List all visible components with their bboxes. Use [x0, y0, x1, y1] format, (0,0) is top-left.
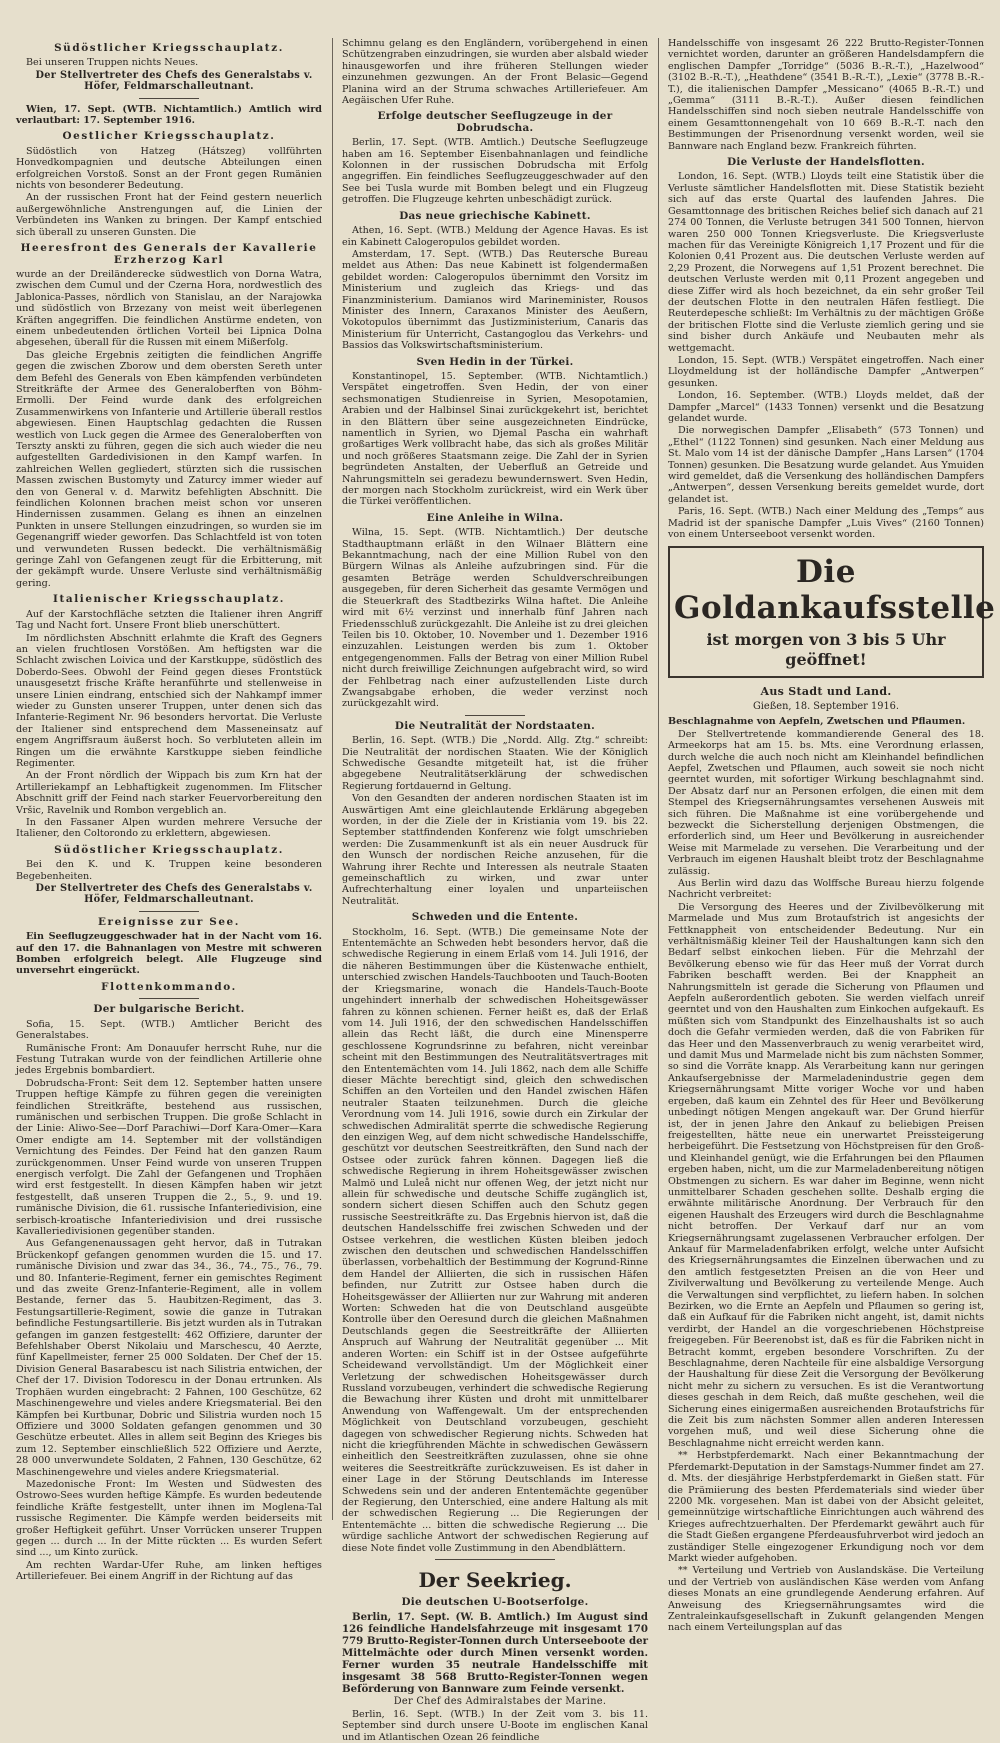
paragraph: Konstantinopel, 15. September. (WTB. Nichtamtlich.) Verspätet eingetroffen. Sven Hedin, der von einer sechsmonatigen Studienreise in Syrien, Mesopotamien, Arabien und der Halbinsel Sinai zurückgekehrt ist, berichtet in den Blättern über seine ausgezeichneten Eindrücke, namentlich in Syrien, wo Djemal Pascha ein wahrhaft großartiges Werk vollbracht habe, das sich als großes Militär und noch größeres Staatsmann zeige. Die Zahl der in Syrien begründeten Anstalten, der Ueberfluß an Getreide und Nahrungsmitteln sei geradezu bewundernswert. Sven Hedin, der morgen nach Stockholm zurückreist, wird ein Werk über die Türkei veröffentlichen. [342, 370, 648, 508]
heading-seaplanes: Erfolge deutscher Seeflugzeuge in der Dobrudscha. [377, 110, 613, 134]
dateline-wien: Wien, 17. Sept. (WTB. Nichtamtlich.) Amtlich wird verlautbart: 17. September 1916. [16, 103, 322, 127]
heading-seekrieg: Der Seekrieg. [418, 1568, 572, 1592]
heading-southeast-1: Südöstlicher Kriegsschauplatz. [54, 42, 284, 54]
heading-wilna-loan: Eine Anleihe in Wilna. [426, 511, 564, 524]
paragraph: Im nördlichsten Abschnitt erlahmte die Kraft des Gegners an vielen fruchtlosen Vorstößen. Am heftigsten war die Schlacht zwischen Loivica und der Karstkuppe, südöstlich des Doberdo-Sees. Obwohl der Feind gegen dieses Frontstück unausgesetzt frische Kräfte heranführte und stellenweise in unsere Linien eindrang, entschied sich der Nahkampf immer wieder zu Gunsten unserer Truppen, unter denen sich das Infanterie-Regiment Nr. 96 besonders hervortat. Die Verluste der Italiener sind entsprechend dem Masseneinsatz auf engem Angriffsraum äußerst hoch. So verbluteten allein im Ringen um die erwähnte Karstkuppe sieben feindliche Regimenter. [16, 632, 322, 769]
paragraph: Schimnu gelang es den Engländern, vorübergehend in einen Schützengraben einzudringen, sie wurden aber alsbald wieder hinausgeworfen und ihre früheren Stellungen wieder einzunehmen gezwungen. An der Front Belasic—Gegend Planina wird an der Struma schwaches Artilleriefeuer. Am Aegäischen Ufer Ruhe. [342, 38, 648, 107]
paragraph: Auf der Karstochfläche setzten die Italiener ihren Angriff Tag und Nacht fort. Unsere Front blieb unerschüttert. [16, 608, 322, 632]
gold-office-advertisement [668, 546, 996, 678]
heading-fleet: Flottenkommando. [101, 980, 237, 993]
signature: Der Chef des Admiralstabes der Marine. [393, 1696, 607, 1708]
paragraph: Bei unseren Truppen nichts Neues. [26, 57, 199, 69]
heading-confiscation: Beschlagnahme von Aepfeln, Zwetschen und Pflaumen. [668, 716, 966, 728]
paragraph: Athen, 16. Sept. (WTB.) Meldung der Agence Havas. Es ist ein Kabinett Calogeropulos gebildet worden. [342, 225, 648, 248]
paragraph: Bei den K. und K. Truppen keine besonderen Begebenheiten. [16, 859, 322, 882]
paragraph: An der russischen Front hat der Feind gestern neuerlich außergewöhnliche Anstrengungen auf, die Linien der Verbündeten ins Wanken zu bringen. Der Kampf entschied sich überall zu unseren Gunsten. Die [16, 192, 322, 238]
column-3 [658, 38, 996, 1634]
heading-sea: Ereignisse zur See. [98, 915, 240, 928]
paragraph: Südöstlich von Hatzeg (Hátszeg) vollführten Honvedkompagnien und deutsche Abteilungen einen erfolgreichen Vorstoß. Sonst an der Front gegen Rumänien nichts von besonderer Bedeutung. [16, 145, 322, 192]
paragraph: Berlin, 16. Sept. (WTB.) In der Zeit vom 3. bis 11. September sind durch unsere U-Boote im englischen Kanal und im Atlantischen Ozean 26 feindliche [342, 1708, 648, 1743]
paragraph: London, 16. Sept. (WTB.) Lloyds teilt eine Statistik über die Verluste sämtlicher Handelsflotten mit. Diese Statistik bezieht sich auf das erste Quartal des laufenden Jahres. Die Gesamttonnage des britischen Reiches belief sich danach auf 21 274 00 Tonnen, die Verluste betrugen 341 500 Tonnen, hiervon waren 250 000 Tonnen Kriegsverluste. Die Kriegsverluste machen für das Vereinigte Königreich 1,17 Prozent und für die Kolonien 0,41 Prozent aus. Die deutschen Verluste werden auf 2,29 Prozent, die Norwegens auf 1,51 Prozent berechnet. Die deutschen Verluste werden mit 0,11 Prozent angegeben und diese Ziffer wird als hoch bezeichnet, da ein sehr großer Teil der deutschen Flotte in den neutralen Häfen festliegt. Die Reuterdepesche schließt: Im Verhältnis zu der mächtigen Größe der britischen Flotte sind die Verluste ziemlich gering und sie sind bisher durch Ankäufe und Neubauten mehr als wettgemacht. [668, 171, 984, 354]
heading-stadt-land: Aus Stadt und Land. [760, 685, 892, 699]
paragraph: London, 16. September. (WTB.) Lloyds meldet, daß der Dampfer „Marcel“ (1433 Tonnen) versenkt und die Besatzung gelandet wurde. [668, 390, 984, 424]
paragraph: Wilna, 15. Sept. (WTB. Nichtamtlich.) Der deutsche Stadthauptmann erläßt in den Wilnaer Blättern eine Bekanntmachung, nach der eine Million Rubel von den Bürgern Wilnas als Anleihe aufzubringen sind. Für die gesamten Beträge werden Schuldverschreibungen ausgegeben, für deren Sicherheit das gesamte Vermögen und die Steuerkraft des Stadtbezirks Wilna haftet. Die Anleihe wird mit 6½ verzinst und innerhalb fünf Jahren nach Friedensschluß zurückgezahlt. Die Anleihe ist zu drei gleichen Teilen bis 10. Oktober, 10. November und 1. Dezember 1916 einzuzahlen. Leistungen werden bis zum 1. Oktober entgegengenommen. Falls der Betrag von einer Million Rubel nicht durch freiwillige Zeichnungen aufgebracht wird, so wird der Fehlbetrag nach einer aufzustellenden Liste durch Zwangsabgabe erhoben, die weder verzinst noch zurückgezahlt wird. [342, 527, 648, 710]
heading-sven-hedin: Sven Hedin in der Türkei. [416, 355, 574, 368]
paragraph: Rumänische Front: Am Donauufer herrscht Ruhe, nur die Festung Tutrakan wurde von der feindlichen Artillerie ohne jedes Ergebnis bombardiert. [16, 1042, 322, 1077]
paragraph: Amsterdam, 17. Sept. (WTB.) Das Reutersche Bureau meldet aus Athen: Das neue Kabinett ist folgendermaßen gebildet worden: Calogeropulos übernimmt den Vorsitz im Ministerium und zugleich das Kriegs- und das Finanzministerium. Damianos wird Marineminister, Rousos Minister des Innern, Caraxanos Minister des Aeußern, Vokotopulos übernimmt das Justizministerium, Canaris das Ministerium für Unterricht, Castangoglou das Verkehrs- und Bassios das Volkswirtschaftsministerium. [342, 248, 648, 352]
heading-southeast-2: Südöstlicher Kriegsschauplatz. [54, 843, 284, 856]
divider [435, 1559, 555, 1560]
paragraph: Aus Berlin wird dazu das Wolffsche Bureau hierzu folgende Nachricht verbreitet: [668, 877, 984, 901]
divider [465, 715, 525, 716]
paragraph: Handelsschiffe von insgesamt 26 222 Brutto-Register-Tonnen vernichtet worden, darunter an größeren Handelsdampfern die englischen Dampfer „Torridge“ (5036 B.-R.-T.), „Hazelwood“ (3102 B.-R.-T.), „Heathdene“ (3541 B.-R.-T.), „Lexie“ (3778 B.-R.-T.), die italienischen Dampfer „Messicano“ (4065 B.-R.-T.) und „Gemma“ (3111 B.-R.-T.). Außer diesen feindlichen Handelsschiffen sind noch sieben neutrale Handelsschiffe von einem Gesamttonnengehalt von 10 669 B.-R.-T. nach den Bestimmungen der Prisenordnung versenkt worden, weil sie Bannware nach England bezw. Frankreich führten. [668, 38, 984, 152]
ad-title: Die Goldankaufsstelle [674, 554, 996, 627]
heading-neutrality: Die Neutralität der Nordstaaten. [394, 719, 596, 732]
paragraph: Das gleiche Ergebnis zeitigten die feindlichen Angriffe gegen die zwischen Zborow und dem obersten Sereth unter dem Befehl des Generals von Eben kämpfenden verbündeten Streitkräfte der Armee des Generaloberften von Böhm-Ermolli. Der Feind wurde dank des erfolgreichen Zusammenwirkens von Infanterie und Artillerie überall restlos abgewiesen. Einen Hauptschlag gedachten die Russen westlich von Luck gegen die Armee des Generaloberften von Terszty anskti zu führen, gegen die sich auch wieder die neu aufgestellten Gardedivisionen in den Kampf warfen. In zahlreichen Wellen gegliedert, stürzten sich die russischen Massen zwischen Bustomyty und Zaturcy immer wieder auf den von General v. d. Marwitz befehligten Abschnitt. Die feindlichen Kolonnen brachen meist schon vor unseren Hindernissen zusammen. Gelang es ihnen an einzelnen Punkten in unsere Stellungen einzudringen, so wurden sie im Gegenangriff wieder geworfen. Das Schlachtfeld ist von toten und verwundeten Russen bedeckt. Die verhältnismäßig geringe Zahl von Gefangenen zeugt für die Erbitterung, mit der gekämpft wurde. Unsere Verluste sind verhältnismäßig gering. [16, 349, 322, 589]
paragraph: wurde an der Dreiländerecke südwestlich von Dorna Watra, zwischen dem Cumul und der Czerna Hora, nordwestlich des Jablonica-Passes, nördlich von Stanislau, an der Narajowka und südöstlich von Brzezany von meist weit überlegenen Kräften angegriffen. Die feindlichen Anstürme endeten, von einem unbedeutenden örtlichen Vorteil bei Lipnica Dolna abgesehen, überall für die Russen mit einem Mißerfolg. [16, 268, 322, 349]
heading-greek-cabinet: Das neue griechische Kabinett. [399, 209, 591, 222]
paragraph: Berlin, 17. Sept. (WTB. Amtlich.) Deutsche Seeflugzeuge haben am 16. September Eisenbahnanlagen und feindliche Kolonnen in der russischen Dobrudscha mit Erfolg angegriffen. Ein feindliches Seeflugzeuggeschwader auf den See bei Tusla wurde mit Bomben belegt und ein Flugzeug getroffen. Die Flugzeuge kehrten unbeschädigt zurück. [342, 137, 648, 206]
ad-subtitle: ist morgen von 3 bis 5 Uhr geöffnet! [706, 630, 946, 670]
dateline-giessen: Gießen, 18. September 1916. [752, 700, 900, 712]
paragraph: Von den Gesandten der anderen nordischen Staaten ist im Auswärtigen Amt eine gleichlautende Erklärung abgegeben worden, in der die Ziele der in Kristiania vom 19. bis 22. September stattfindenden Konferenz wie folgt umschrieben werden: Die Zusammenkunft ist als ein neuer Ausdruck für den Wunsch der nordischen Reiche anzusehen, für die Wahrung ihrer Rechte und Interessen als neutrale Staaten gemeinschaftlich zu wirken, und zwar unter Aufrechterhaltung einer loyalen und unparteiischen Neutralität. [342, 793, 648, 907]
paragraph: Der Stellvertretende kommandierende General des 18. Armeekorps hat am 15. bs. Mts. eine Verordnung erlassen, durch welche die auch noch nicht am Kleinhandel befindlichen Aepfel, Zwetschen und Pflaumen, auch soweit sie noch nicht geerntet wurden, mit sofortiger Wirkung beschlagnahmt sind. Der Absatz darf nur an Personen erfolgen, die einen mit dem Stempel des Kriegsernährungsamtes versehenen Ausweis mit sich führen. Die Maßnahme ist eine vorübergehende und bezweckt die Sicherstellung derjenigen Obstmengen, die erforderlich sind, um Heer und Bevölkerung in ausreichender Weise mit Marmelade zu versehen. Die Verarbeitung und der Verbrauch im eigenen Haushalt bleibt trotz der Beschlagnahme zulässig. [668, 728, 984, 877]
column-1 [16, 38, 322, 1583]
paragraph: Die norwegischen Dampfer „Elisabeth“ (573 Tonnen) und „Ethel“ (1122 Tonnen) sind gesunken. Nach einer Meldung aus St. Malo vom 14 ist der dänische Dampfer „Hans Larsen“ (1704 Tonnen) gesunken. Die Besatzung wurde gelandet. Aus Ymuiden wird gemeldet, daß die Versenkung des holländischen Dampfers „Antwerpen“, dessen Versenkung bereits gemeldet wurde, dort gelandet ist. [668, 425, 984, 505]
divider [139, 998, 199, 999]
paragraph: Berlin, 16. Sept. (WTB.) Die „Nordd. Allg. Ztg.“ schreibt: Die Neutralität der nordischen Staaten. Wie der Königlich Schwedische Gesandte mitgeteilt hat, ist die früher abgegebene Neutralitätserklärung der schwedischen Regierung fortdauernd in Geltung. [342, 735, 648, 792]
paragraph: An der Front nördlich der Wippach bis zum Krn hat der Artilleriekampf an Lebhaftigkeit zugenommen. Im Flitscher Abschnitt griff der Feind nach starker Feuervorbereitung den Vršic, Ravelnik und Rombon vergeblich an. [16, 770, 322, 816]
heading-bulgarian: Der bulgarische Bericht. [93, 1003, 245, 1016]
signature: Der Stellvertreter des Chefs des Generalstabs v. Höfer, Feldmarschalleutnant. [35, 69, 313, 93]
column-2 [332, 38, 648, 1743]
paragraph: Die Versorgung des Heeres und der Zivilbevölkerung mit Marmelade und Mus zum Brotaufstrich ist angesichts der Fettknappheit von entscheidender Bedeutung. Nur ein verhältnismäßig kleiner Teil der Haushaltungen kann sich den Bedarf selbst einkochen lieben. Für die Mehrzahl der Bevölkerung ebenso wie für das Heer muß der Vorrat durch Fabriken beschafft werden. Bei der Knappheit an Nahrungsmitteln ist gerade die Sicherung von Pflaumen und Aepfeln außerordentlich geboten. Sie werden vielfach unreif geerntet und von den Haushalten zum Einkochen aufgekauft. Es müßten sich vom Standpunkt des Einzelhaushalts ist so auch doch die Gefahr vermieden werden, daß die von Fabriken für das Heer und den Massenverbrauch zu wenig verarbeitet wird, und damit Mus und Marmelade nicht bis zum nächsten Sommer, so sind die Vorräte knapp. Als Verarbeitung kann nur geringen Ankaufsergebnisse der Marmeladenindustrie gegen dem Kriegsernährungsamt Mitte voriger Woche vor und haben ergeben, daß kaum ein Zehntel des für Heer und Bevölkerung unbedingt nötigen Mengen angekauft war. Der Grund hierfür ist, der in jenen Jahre den Ankauf zu beliebigen Preisen freigestellten, hätte neue ein unerwartet Preissteigerung herbeigeführt. Die Festsetzung von Höchstpreisen für den Groß- und Kleinhandel genügt, wie die Erfahrungen bei den Pflaumen ergeben haben, nicht, um die zur Marmeladenbereitung nötigen Obstmengen zu sichern. Es war daher im Beginne, wenn nicht unmittelbarer Schaden geschehen sollte. Deshalb erging die erwähnte militärische Anordnung. Der Verbrauch für den eigenen Haushalt des Erzeugers wird durch die Beschlagnahme nicht betroffen. Der Verkauf darf nur an vom Kriegsernährungsamt zugelassenen Verbraucher erfolgen. Der Ankauf für Marmeladenfabriken erfolgt, welche unter Aufsicht des Kriegsernährungsamtes die Einzelnen überwachen und zu den amtlich festgesetzten Preisen an die von Heer und Zivilverwaltung und Bevölkerung zu verteilende Menge. Auch die Verwaltungen sind verpflichtet, zu liefern haben. In solchen Bezirken, wo die Ernte an Aepfeln und Pflaumen so gering ist, daß ein Aufkauf für die Fabriken nicht angeht, ist, damit nichts verdirbt, der Handel an die vorgeschriebenen Höchstpreise freigegeben. Für Beerenobst ist, daß es für die Fabriken nicht in Betracht kommt, ergeben besondere Vorschriften. Zu der Beschlagnahme, deren Nachteile für eine alsbaldige Versorgung der Haushaltung für diese Zeit die Versorgung der Bevölkerung nicht mehr zu sichern zu versuchen. Es ist die Verantwortung dieses geschah in dem Reich, daß mußte geschehen, weil die Sicherung eines einigermaßen ausreichenden Brotaufstrichs für die Zeit bis zum nächsten Sommer allen anderen Interessen vorgehen muß, und weil diese Sicherung ohne die Beschlagnahme nicht erreicht werden kann. [668, 901, 984, 1449]
paragraph: Am rechten Wardar-Ufer Ruhe, am linken heftiges Artilleriefeuer. Bei einem Angriff in der Richtung auf das [16, 1559, 322, 1583]
paragraph: Ein Seeflugzeuggeschwader hat in der Nacht vom 16. auf den 17. die Bahnanlagen von Mestre mit schweren Bomben erfolgreich belegt. Alle Flugzeuge sind unversehrt eingerückt. [16, 931, 322, 977]
paragraph: ** Verteilung und Vertrieb von Auslandskäse. Die Verteilung und der Vertrieb von ausländischen Käse werden vom Anfang dieses Monats an eine grundlegende Aenderung erfahren. Auf Anweisung des Kriegsernährungsamtes wird die Zentraleinkaufsgesellschaft in Zukunft gelangenden Mengen nach einem Verteilungsplan auf das [668, 1565, 984, 1634]
paragraph: Aus Gefangenenaussagen geht hervor, daß in Tutrakan Brückenkopf gefangen genommen wurden die 15. und 17. rumänische Division und zwar das 34., 36., 74., 75., 76., 79. und 80. Infanterie-Regiment, ferner ein gemischtes Regiment und das zweite Grenz-Infanterie-Regiment, alle in vollem Bestande, ferner das 5. Haubitzen-Regiment, das 3. Festungsartillerie-Regiment, sowie die ganze in Tutrakan befindliche Festungsartillerie. Bis jetzt wurden als in Tutrakan gefangen im ganzen festgestellt: 462 Offiziere, darunter der Befehlshaber Oberst Nikolaiu und Marschescu, 40 Aerzte, fünf Kapellmeister, ferner 25 000 Soldaten. Der Chef der 15. Division General Basarabescu ist nach Silistria entwichen, der Chef der 17. Division Todorescu in der Donau ertrunken. Als Trophäen wurden eingebracht: 2 Fahnen, 100 Geschütze, 62 Maschinengewehre und vieles andere Kriegsmaterial. Bei den Kämpfen bei Kurtbunar, Dobric und Silistria wurden noch 15 Offiziere und 3000 Soldaten gefangen genommen und 30 Geschütze erbeutet. Alles in allem seit Beginn des Krieges bis zum 12. September einschließlich 522 Offiziere und Aerzte, 28 000 unverwundete Soldaten, 2 Fahnen, 130 Geschütze, 62 Maschinengewehre und vieles andere Kriegsmaterial. [16, 1238, 322, 1478]
paragraph: London, 15. Sept. (WTB.) Verspätet eingetroffen. Nach einer Lloydmeldung ist der holländische Dampfer „Antwerpen“ gesunken. [668, 354, 984, 389]
heading-fleet-losses: Die Verluste der Handelsflotten. [727, 156, 925, 169]
divider [139, 98, 199, 99]
paragraph: Sofia, 15. Sept. (WTB.) Amtlicher Bericht des Generalstabes. [16, 1018, 322, 1042]
paragraph: Mazedonische Front: Im Westen und Südwesten des Ostrowo-Sees wurden heftige Kämpfe. Es wurden bedeutende feindliche Kräfte festgestellt, unter ihnen im Moglena-Tal russische Regimenter. Die Kämpfe werden beiderseits mit großer Heftigkeit geführt. Unser Vorrücken unserer Truppen gegen ... durch ... In der Mitte rückten ... Es wurden Sefert sind ..., um Kinto zurück. [16, 1478, 322, 1559]
divider [139, 911, 199, 912]
heading-sweden-entente: Schweden und die Entente. [411, 911, 579, 924]
paragraph: Stockholm, 16. Sept. (WTB.) Die gemeinsame Note der Ententemächte an Schweden hebt besonders hervor, daß die schwedische Regierung in einem Erlaß vom 14. Juli 1916, der die näheren Bestimmungen über die Küstenwache enthielt, unterschied zwischen Handels-Tauchbooten und Tauch-Booten der Kriegsmarine, wonach die Handels-Tauch-Boote ungehindert innerhalb der schwedischen Hoheitsgewässer fahren zu können schienen. Ferner heißt es, daß der Erlaß vom 14. Juli 1916, der den schwedischen Handelsschiffen allein das Recht läßt, die durch eine Minensperre geschlossene Kogrundsrinne zu befahren, nicht vereinbar scheint mit den Bestimmungen des Neutralitätsvertrages mit den Ententemächten vom 14. Juli 1862, nach dem alle Schiffe dieser Mächte berechtigt sind, gleich den schwedischen Schiffen an den Vorteilen und den Handel zwischen Häfen neutraler Staaten teilzunehmen. Durch die gleiche Verordnung vom 14. Juli 1916, sowie durch ein Zirkular der schwedischen Admiralität sperrte die schwedische Regierung den einzigen Weg, auf dem nicht schwedische Handelsschiffe, geschützt vor deutschen Seestreitkräften, den Sund nach der Ostsee oder zurück fahren können. Dagegen ließ die schwedische Regierung in ihrem Hoheitsgewässer zwischen Malmö und Luleå nicht nur offenen Weg, der jetzt nicht nur allein für schwedische und deutsche Schiffe zugänglich ist, sondern sichert diesen Schiffen auch den Schutz gegen russische Seestreitkräfte zu. Das Ergebnis hiervon ist, daß die deutschen Handelsschiffe frei zwischen Schweden und der Ostsee verkehren, die westlichen Küsten bleiben jedoch zwischen den deutschen und schwedischen Handelsschiffen überlassen, vorbehaltlich der Bestimmung der Kogrund-Rinne dem Handel der Alliierten, die sich in russischen Häfen befinden, nur Zutritt zur Ostsee haben durch die Hoheitsgewässer der Alliierten nur zur Wahrung mit anderen Worten: Schweden hat die von Deutschland ausgeübte Kontrolle über den Oeresund durch die gleichen Maßnahmen Deutschlands gegen die Seestreitkräfte der Alliierten Anspruch auf Wahrung der Neutralität gegenüber ... Mit anderen Worten: ein Schiff ist in der Ostsee aufgeführte Scheidewand vervollständigt. Um der Möglichkeit einer Verletzung der schwedischen Hoheitsgewässer durch Russland vorzubeugen, verhindert die schwedische Regierung die Bewachung ihrer Küsten und droht mit unmittelbarer Anwendung von Waffengewalt. Um der entsprechenden Möglichkeit von Deutschland vorzubeugen, geschieht dagegen von schwedischer Regierung nichts. Schweden hat nicht die kriegführenden Mächte in schwedischen Gewässern einheitlich den Seestreitkräften zuzulassen, ohne sie ohne weiteres die Seestreitkräfte zurückzuweisen. Es ist daher in einer Lage in der Störung Deutschlands im Interesse Schwedens sein und der anderen Ententemächte gegenüber der Regierung, den Unterschied, eine andere Haltung als mit der schwedischen Regierung ... Die Regierungen der Ententemächte ... bitten die schwedische Regierung ... Die würdige sachliche Antwort der schwedischen Regierung auf diese Note findet volle Zustimmung in den Abendblättern. [342, 926, 648, 1554]
heading-heeresfront: Heeresfront des Generals der Kavallerie Erzherzog Karl [20, 242, 318, 266]
paragraph: Dobrudscha-Front: Seit dem 12. September hatten unsere Truppen heftige Kämpfe zu führen gegen die vereinigten feindlichen Streitkräfte, bestehend aus russischen, rumänischen und serbischen Truppen. Die große Schlacht in der Linie: Aliwo-See—Dorf Parachiwi—Dorf Kara-Omer—Kara Omer endigte am 14. September mit der vollständigen Vernichtung des Feindes. Der Feind hat den ganzen Raum zurückgenommen. Unser Feind wurde von unseren Truppen energisch verfolgt. Die Zahl der Gefangenen und Trophäen wird erst festgestellt. In diesen Kämpfen haben wir jetzt festgestellt, daß unseren Truppen die 2., 5., 9. und 19. rumänische Division, die 61. russische Infanteriedivision, eine serbisch-kroatische Infanteriedivision und drei russische Kavalleriedivisionen gegenüber standen. [16, 1077, 322, 1237]
paragraph: In den Fassaner Alpen wurden mehrere Versuche der Italiener, den Coltorondo zu erklettern, abgewiesen. [16, 817, 322, 840]
signature: Der Stellvertreter des Chefs des Generalstabs v. Höfer, Feldmarschalleutnant. [35, 883, 313, 906]
heading-u-boats: Die deutschen U-Bootserfolge. [401, 1596, 589, 1608]
heading-italy: Italienischer Kriegsschauplatz. [53, 593, 285, 606]
paragraph: Berlin, 17. Sept. (W. B. Amtlich.) Im August sind 126 feindliche Handelsfahrzeuge mit insgesamt 170 779 Brutto-Register-Tonnen durch Unterseeboote der Mittelmächte oder durch Minen versenkt worden. Ferner wurden 35 neutrale Handelsschiffe mit insgesamt 38 568 Brutto-Register-Tonnen wegen Beförderung von Bannware zum Feinde versenkt. [342, 1611, 648, 1696]
paragraph: Paris, 16. Sept. (WTB.) Nach einer Meldung des „Temps“ aus Madrid ist der spanische Dampfer „Luis Vives“ (2160 Tonnen) von einem Unterseeboot versenkt worden. [668, 506, 984, 541]
paragraph: ** Herbstpferdemarkt. Nach einer Bekanntmachung der Pferdemarkt-Deputation in der Samstags-Nummer findet am 27. d. Mts. der diesjährige Herbstpferdemarkt in Gießen statt. Für die Prämiierung des besten Pferdematerials sind wieder über 2200 Mk. vorgesehen. Man ist dabei von der Absicht geleitet, gemeinnützige wirtschaftliche Einrichtungen auch während des Krieges aufrechtzuerhalten. Der Pferdemarkt gewährt auch für die Stadt Gießen ergangene Pferdeausfuhrverbot wird jedoch an zuständiger Stelle eingezogener Erkundigung noch vor dem Markt wieder aufgehoben. [668, 1450, 984, 1564]
heading-east: Oestlicher Kriegsschauplatz. [62, 130, 276, 143]
